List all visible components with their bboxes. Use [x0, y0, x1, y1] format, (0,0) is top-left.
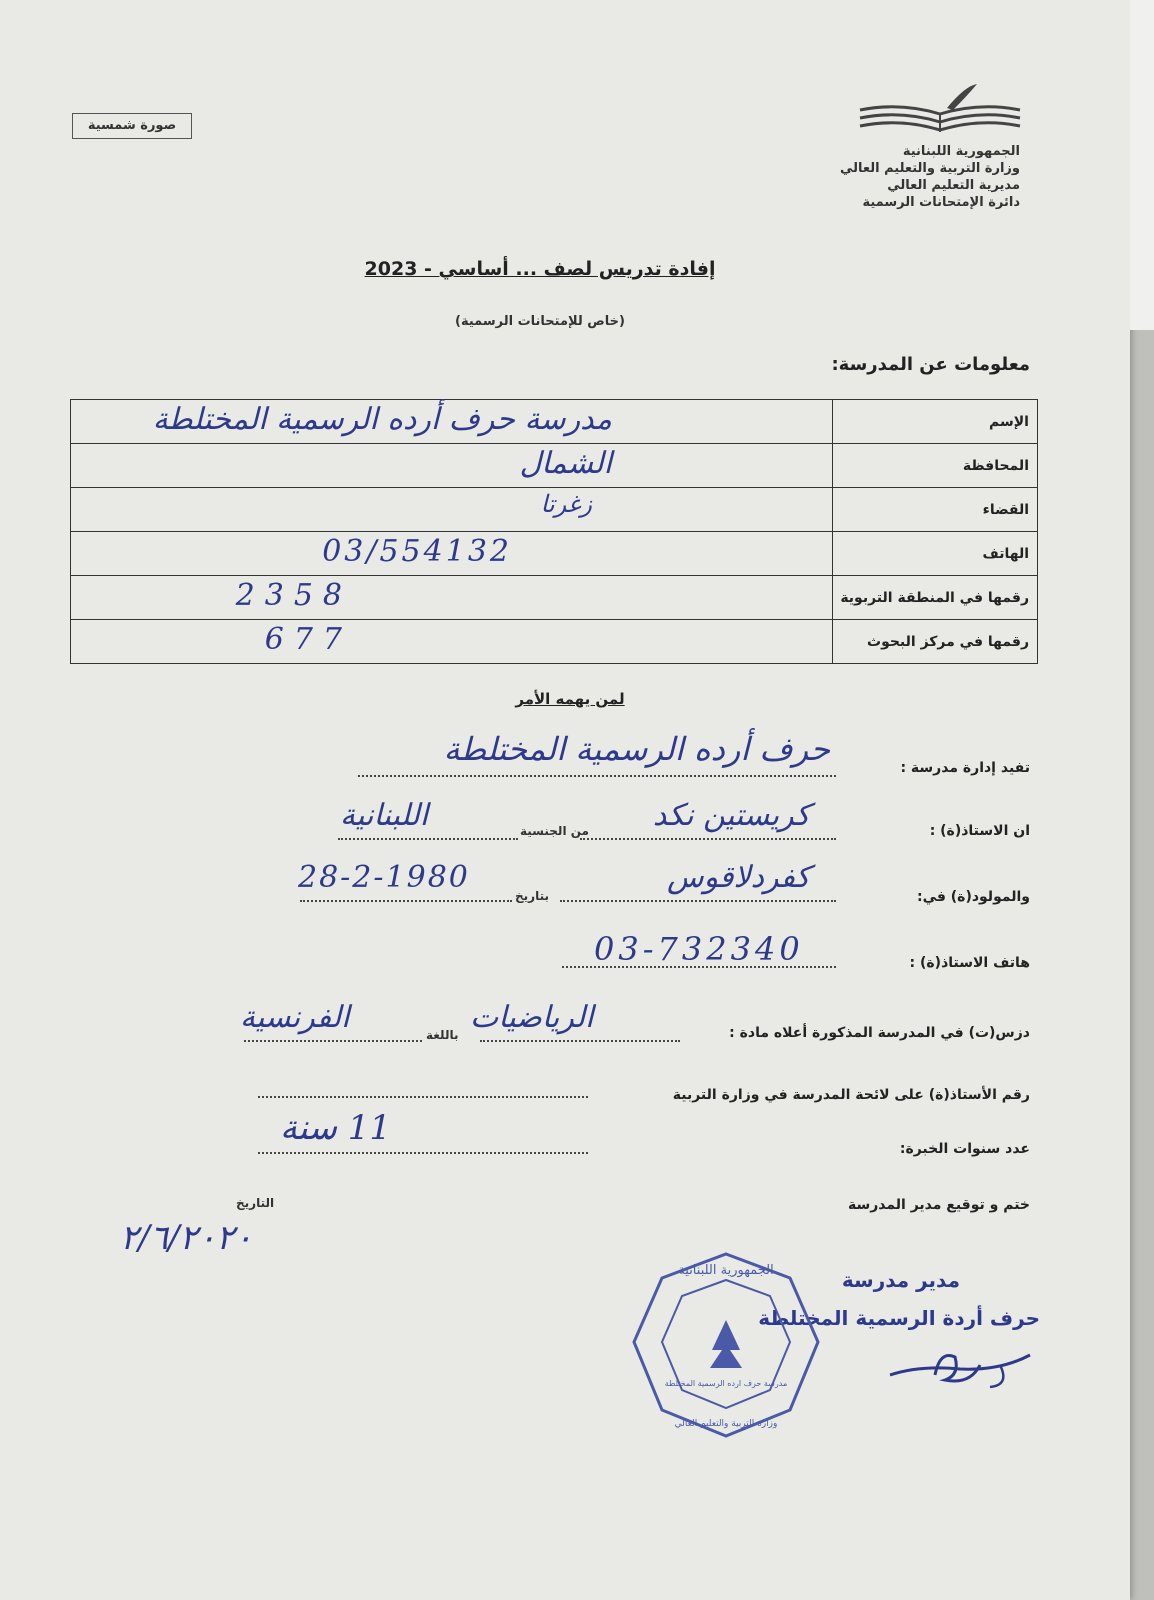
director-title: مدير مدرسة	[841, 1268, 960, 1292]
subject-value: الرياضيات	[470, 1000, 594, 1035]
experience-line	[258, 1152, 588, 1154]
table-value: 677	[71, 620, 833, 664]
school-admin-label: تفيد إدارة مدرسة :	[900, 760, 1030, 776]
table-label: المحافظة	[833, 444, 1038, 488]
signature-label: ختم و توقيع مدير المدرسة	[847, 1197, 1030, 1213]
nationality-line	[338, 838, 518, 840]
subject-label: دزس(ت) في المدرسة المذكورة أعلاه مادة :	[729, 1025, 1030, 1041]
experience-value: 11 سنة	[280, 1108, 392, 1148]
date2-label: التاريخ	[236, 1196, 275, 1210]
header-line: الجمهورية اللبنانية	[902, 144, 1020, 159]
table-row	[71, 620, 1038, 664]
table-value: مدرسة حرف أرده الرسمية المختلطة	[71, 400, 833, 444]
section-heading: معلومات عن المدرسة:	[831, 354, 1030, 375]
nationality-value: اللبنانية	[340, 798, 429, 833]
signature-icon	[880, 1335, 1040, 1395]
ministry-header	[800, 143, 1020, 211]
language-value: الفرنسية	[240, 1000, 350, 1035]
photo-label: صورة شمسية	[72, 113, 192, 139]
table-row	[71, 488, 1038, 532]
table-value: الشمال	[71, 444, 833, 488]
language-label: باللغة	[426, 1028, 459, 1042]
header-line: مديرية التعليم العالي	[887, 178, 1020, 193]
stamp-center-text: مدرسة حرف ارده الرسمية المختلطة	[664, 1379, 788, 1388]
school-admin-value: حرف أرده الرسمية المختلطة	[443, 730, 830, 768]
born-value: كفردلاقوس	[667, 860, 810, 895]
teacher-phone-value: 03-732340	[594, 930, 804, 968]
stamp-bottom-text: وزارة التربية والتعليم العالي	[674, 1419, 778, 1429]
experience-label: عدد سنوات الخبرة:	[899, 1141, 1030, 1157]
stamp-ring-text: الجمهورية اللبنانية	[678, 1263, 774, 1278]
nationality-label: من الجنسية	[520, 824, 589, 838]
table-label: رقمها في المنطقة التربوية	[833, 576, 1038, 620]
teacher-label: ان الاستاذ(ة) :	[929, 823, 1030, 839]
date-line	[300, 900, 512, 902]
born-label: والمولود(ة) في:	[916, 889, 1030, 905]
table-label: الإسم	[833, 400, 1038, 444]
ministry-number-label: رقم الأستاذ(ة) على لائحة المدرسة في وزارة التربية	[672, 1087, 1030, 1103]
school-admin-line	[358, 775, 836, 777]
table-value: 2358	[71, 576, 833, 620]
background-page-edge	[1130, 0, 1154, 330]
table-value: 03/554132	[71, 532, 833, 576]
document-subtitle: (خاص للإمتحانات الرسمية)	[455, 314, 625, 329]
date-value: 28-2-1980	[298, 860, 470, 895]
date-label: بتاريخ	[515, 889, 549, 903]
language-line	[244, 1040, 422, 1042]
date2-value: ٢/٦/٢٠٢٠	[120, 1218, 253, 1258]
table-label: رقمها في مركز البحوث	[833, 620, 1038, 664]
ministry-number-line	[258, 1096, 588, 1098]
teacher-phone-label: هاتف الاستاذ(ة) :	[909, 955, 1030, 971]
teacher-value: كريستين نكد	[652, 798, 810, 833]
ministry-logo-icon	[855, 80, 1025, 136]
table-label: الهاتف	[833, 532, 1038, 576]
to-whom-heading: لمن يهمه الأمر	[515, 690, 625, 708]
subject-line	[480, 1040, 680, 1042]
born-line	[560, 900, 836, 902]
table-value: زغرتا	[71, 488, 833, 532]
official-stamp-icon	[630, 1250, 822, 1440]
table-row	[71, 532, 1038, 576]
school-info-table	[70, 399, 1038, 664]
table-row	[71, 400, 1038, 444]
teacher-line	[580, 838, 836, 840]
header-line: دائرة الإمتحانات الرسمية	[862, 195, 1020, 210]
document-title: إفادة تدريس لصف ... أساسي - 2023	[364, 258, 716, 280]
header-line: وزارة التربية والتعليم العالي	[839, 161, 1020, 176]
table-row	[71, 444, 1038, 488]
director-school: حرف أردة الرسمية المختلطة	[758, 1306, 1040, 1330]
table-label: القضاء	[833, 488, 1038, 532]
table-row	[71, 576, 1038, 620]
